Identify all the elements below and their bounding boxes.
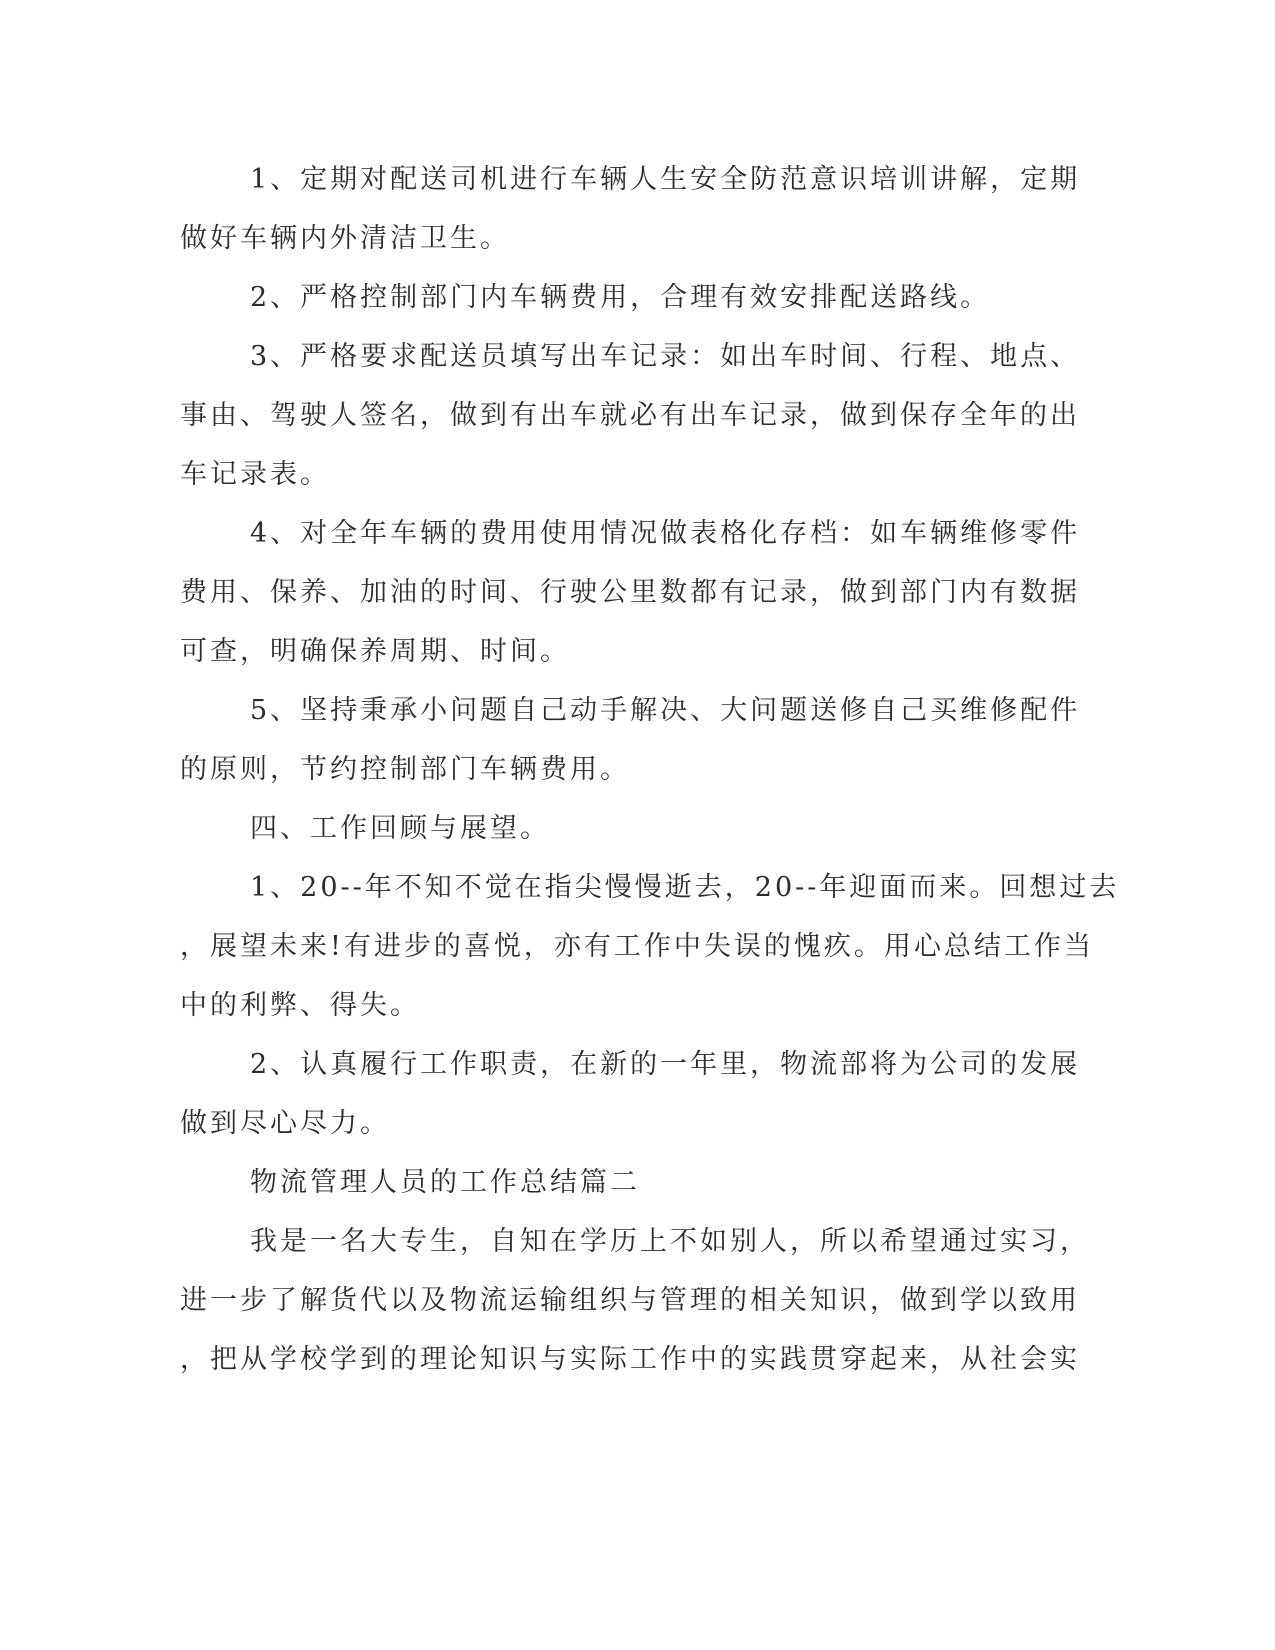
paragraph-line: 事由、驾驶人签名，做到有出车就必有出车记录，做到保存全年的出 <box>180 400 1080 431</box>
paragraph-line: 5、坚持秉承小问题自己动手解决、大问题送修自己买维修配件 <box>250 695 1081 726</box>
paragraph-line: ，把从学校学到的理论知识与实际工作中的实践贯穿起来，从社会实 <box>180 1344 1080 1375</box>
paragraph-line: 费用、保养、加油的时间、行驶公里数都有记录，做到部门内有数据 <box>180 577 1080 608</box>
paragraph-line: 2、认真履行工作职责，在新的一年里，物流部将为公司的发展 <box>250 1049 1081 1080</box>
paragraph-line: 做到尽心尽力。 <box>180 1108 390 1139</box>
paragraph-line: 进一步了解货代以及物流运输组织与管理的相关知识，做到学以致用 <box>180 1285 1080 1316</box>
paragraph-line: 的原则，节约控制部门车辆费用。 <box>180 754 630 785</box>
paragraph-line: 1、定期对配送司机进行车辆人生安全防范意识培训讲解，定期 <box>250 164 1081 195</box>
paragraph-line: 中的利弊、得失。 <box>180 990 420 1021</box>
paragraph-line: 1、20--年不知不觉在指尖慢慢逝去，20--年迎面而来。回想过去 <box>250 872 1120 903</box>
paragraph-line: 做好车辆内外清洁卫生。 <box>180 223 510 254</box>
paragraph-line: 4、对全年车辆的费用使用情况做表格化存档：如车辆维修零件 <box>250 518 1081 549</box>
section-heading: 四、工作回顾与展望。 <box>250 813 550 844</box>
paragraph-line: 车记录表。 <box>180 459 330 490</box>
section-title: 物流管理人员的工作总结篇二 <box>250 1167 640 1198</box>
paragraph-line: 我是一名大专生，自知在学历上不如别人，所以希望通过实习， <box>250 1226 1090 1257</box>
paragraph-line: 可查，明确保养周期、时间。 <box>180 636 570 667</box>
paragraph-line: 3、严格要求配送员填写出车记录：如出车时间、行程、地点、 <box>250 341 1081 372</box>
paragraph-line: ，展望未来!有进步的喜悦，亦有工作中失误的愧疚。用心总结工作当 <box>180 931 1094 962</box>
paragraph-line: 2、严格控制部门内车辆费用，合理有效安排配送路线。 <box>250 282 991 313</box>
